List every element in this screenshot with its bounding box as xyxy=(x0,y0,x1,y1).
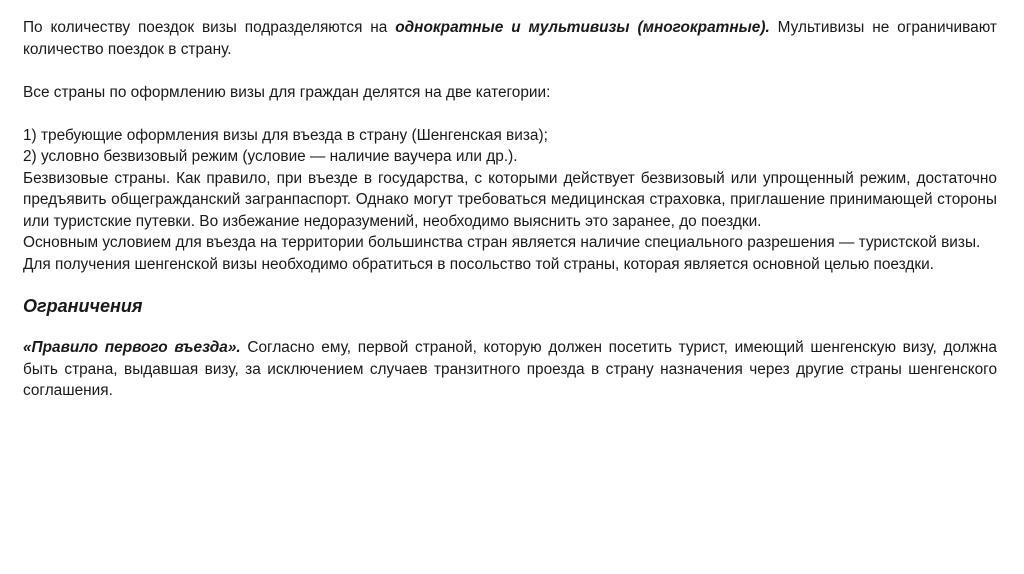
visa-types-text-after: Мультивизы не ограничивают количество поездок в страну. xyxy=(23,19,997,58)
paragraph-visa-free: Безвизовые страны. Как правило, при въезде в государства, с которыми действует безвизовый или упрощенный режим, достаточно предъявить общегражданский загранпаспорт. Однако могут требоваться медицинская страховка, приглашение принимающей стороны или туристские путевки. Во избежание недоразумений, необходимо выяснить это заранее, до поездки. xyxy=(23,169,997,230)
section-heading: Ограничения xyxy=(23,296,143,316)
spacer xyxy=(23,275,997,294)
visa-types-bold: однократные и мультивизы (многократные). xyxy=(395,19,770,36)
paragraph-main-condition: Основным условием для въезда на территории большинства стран является наличие специального разрешения — туристской визы. xyxy=(23,234,981,251)
rule-text: Согласно ему, первой страной, которую должен посетить турист, имеющий шенгенскую визу, должна быть страна, выдавшая визу, за исключением случаев транзитного проезда в страну назначения через другие страны шенгенского соглашения. xyxy=(23,339,997,399)
document-page xyxy=(23,17,997,402)
paragraph-first-entry-rule xyxy=(23,337,997,402)
rule-title: «Правило первого въезда». xyxy=(23,339,241,356)
paragraph-schengen: Для получения шенгенской визы необходимо обратиться в посольство той страны, которая является основной целью поездки. xyxy=(23,255,934,273)
list-item-2: 2) условно безвизовый режим (условие — наличие ваучера или др.). xyxy=(23,148,518,165)
visa-types-text-before: По количеству поездок визы подразделяются на xyxy=(23,19,396,36)
list-item-1: 1) требующие оформления визы для въезда в страну (Шенгенская виза); xyxy=(23,126,548,144)
spacer xyxy=(23,318,997,337)
paragraph-visa-types xyxy=(23,17,997,60)
paragraph-categories-intro: Все страны по оформлению визы для граждан делятся на две категории: xyxy=(23,83,551,101)
spacer xyxy=(23,103,997,125)
spacer xyxy=(23,60,997,82)
